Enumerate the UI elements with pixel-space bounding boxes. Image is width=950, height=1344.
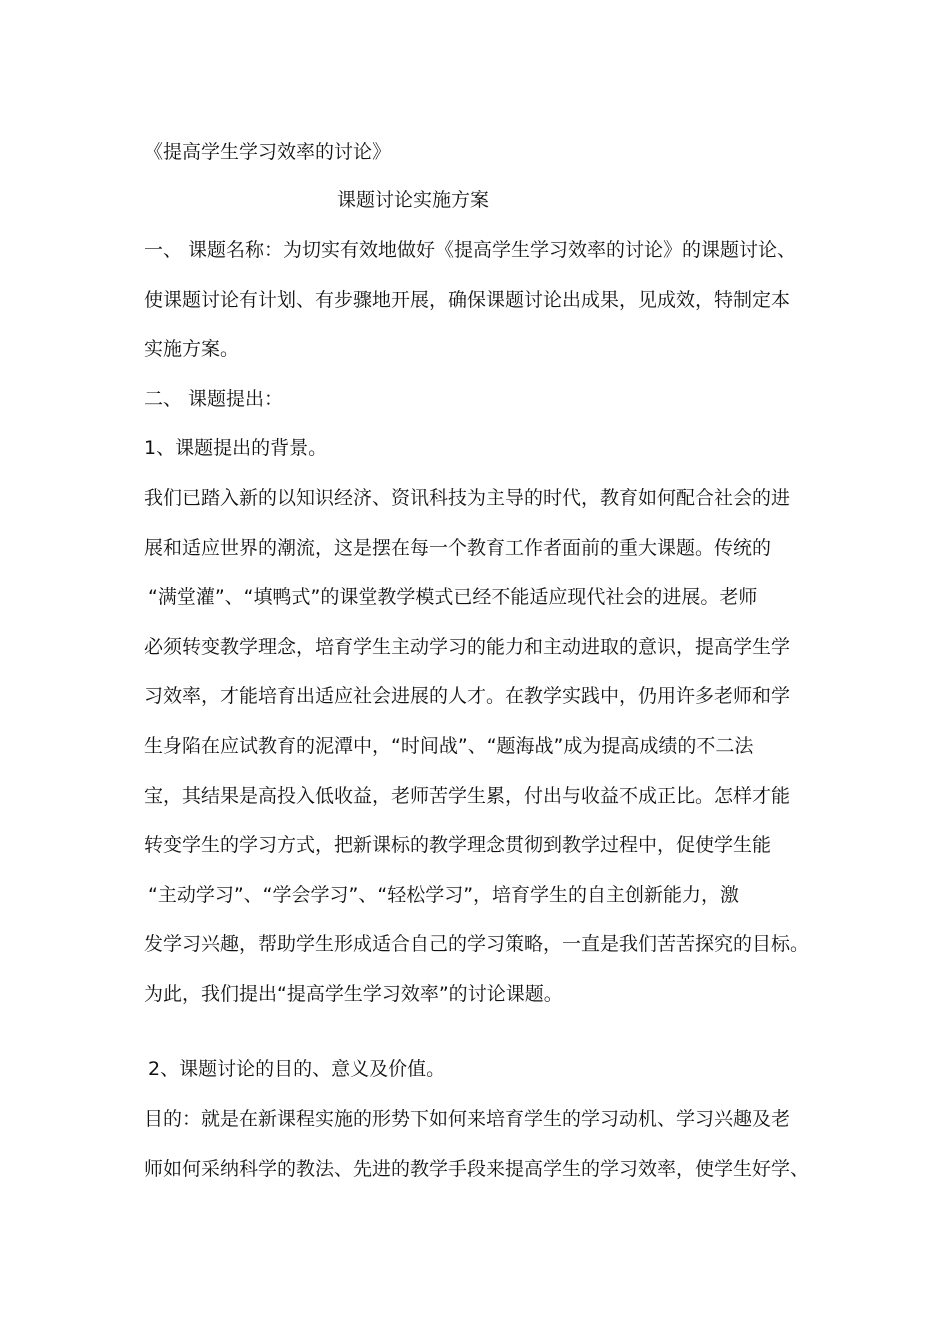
paragraph-line: 习效率，才能培育出适应社会进展的人才。在教学实践中，仍用许多老师和学 <box>144 685 791 707</box>
paragraph-line: 为此，我们提出“提高学生学习效率”的讨论课题。 <box>144 983 563 1005</box>
paragraph-line: 展和适应世界的潮流，这是摆在每一个教育工作者面前的重大课题。传统的 <box>144 537 772 559</box>
paragraph-line: 我们已踏入新的以知识经济、资讯科技为主导的时代，教育如何配合社会的进 <box>144 487 791 509</box>
section1-line: 使课题讨论有计划、有步骤地开展，确保课题讨论出成果，见成效，特制定本 <box>144 289 791 311</box>
paragraph-line: 转变学生的学习方式，把新课标的教学理念贯彻到教学过程中，促使学生能 <box>144 834 772 856</box>
section1-line: 实施方案。 <box>144 338 240 360</box>
paragraph-line: 生身陷在应试教育的泥潭中，“时间战”、“题海战”成为提高成绩的不二法 <box>144 735 754 757</box>
paragraph-line: 发学习兴趣，帮助学生形成适合自己的学习策略，一直是我们苦苦探究的目标。 <box>144 933 810 955</box>
sub1-heading: 1、课题提出的背景。 <box>144 437 328 459</box>
section1-line: 一、 课题名称：为切实有效地做好《提高学生学习效率的讨论》的课题讨论、 <box>144 239 797 261</box>
document-title: 《提高学生学习效率的讨论》 <box>144 141 392 163</box>
sub2-heading: 2、课题讨论的目的、意义及价值。 <box>148 1058 446 1080</box>
paragraph-line: 宝，其结果是高投入低收益，老师苦学生累，付出与收益不成正比。怎样才能 <box>144 785 791 807</box>
paragraph-line: 师如何采纳科学的教法、先进的教学手段来提高学生的学习效率，使学生好学、 <box>144 1158 810 1180</box>
paragraph-line: “满堂灌”、“填鸭式”的课堂教学模式已经不能适应现代社会的进展。老师 <box>148 586 758 608</box>
document-subtitle: 课题讨论实施方案 <box>337 189 490 211</box>
paragraph-line: “主动学习”、“学会学习”、“轻松学习”，培育学生的自主创新能力，激 <box>148 884 740 906</box>
paragraph-line: 目的：就是在新课程实施的形势下如何来培育学生的学习动机、学习兴趣及老 <box>144 1108 791 1130</box>
section2-heading: 二、 课题提出： <box>144 388 284 410</box>
paragraph-line: 必须转变教学理念，培育学生主动学习的能力和主动进取的意识，提高学生学 <box>144 636 791 658</box>
